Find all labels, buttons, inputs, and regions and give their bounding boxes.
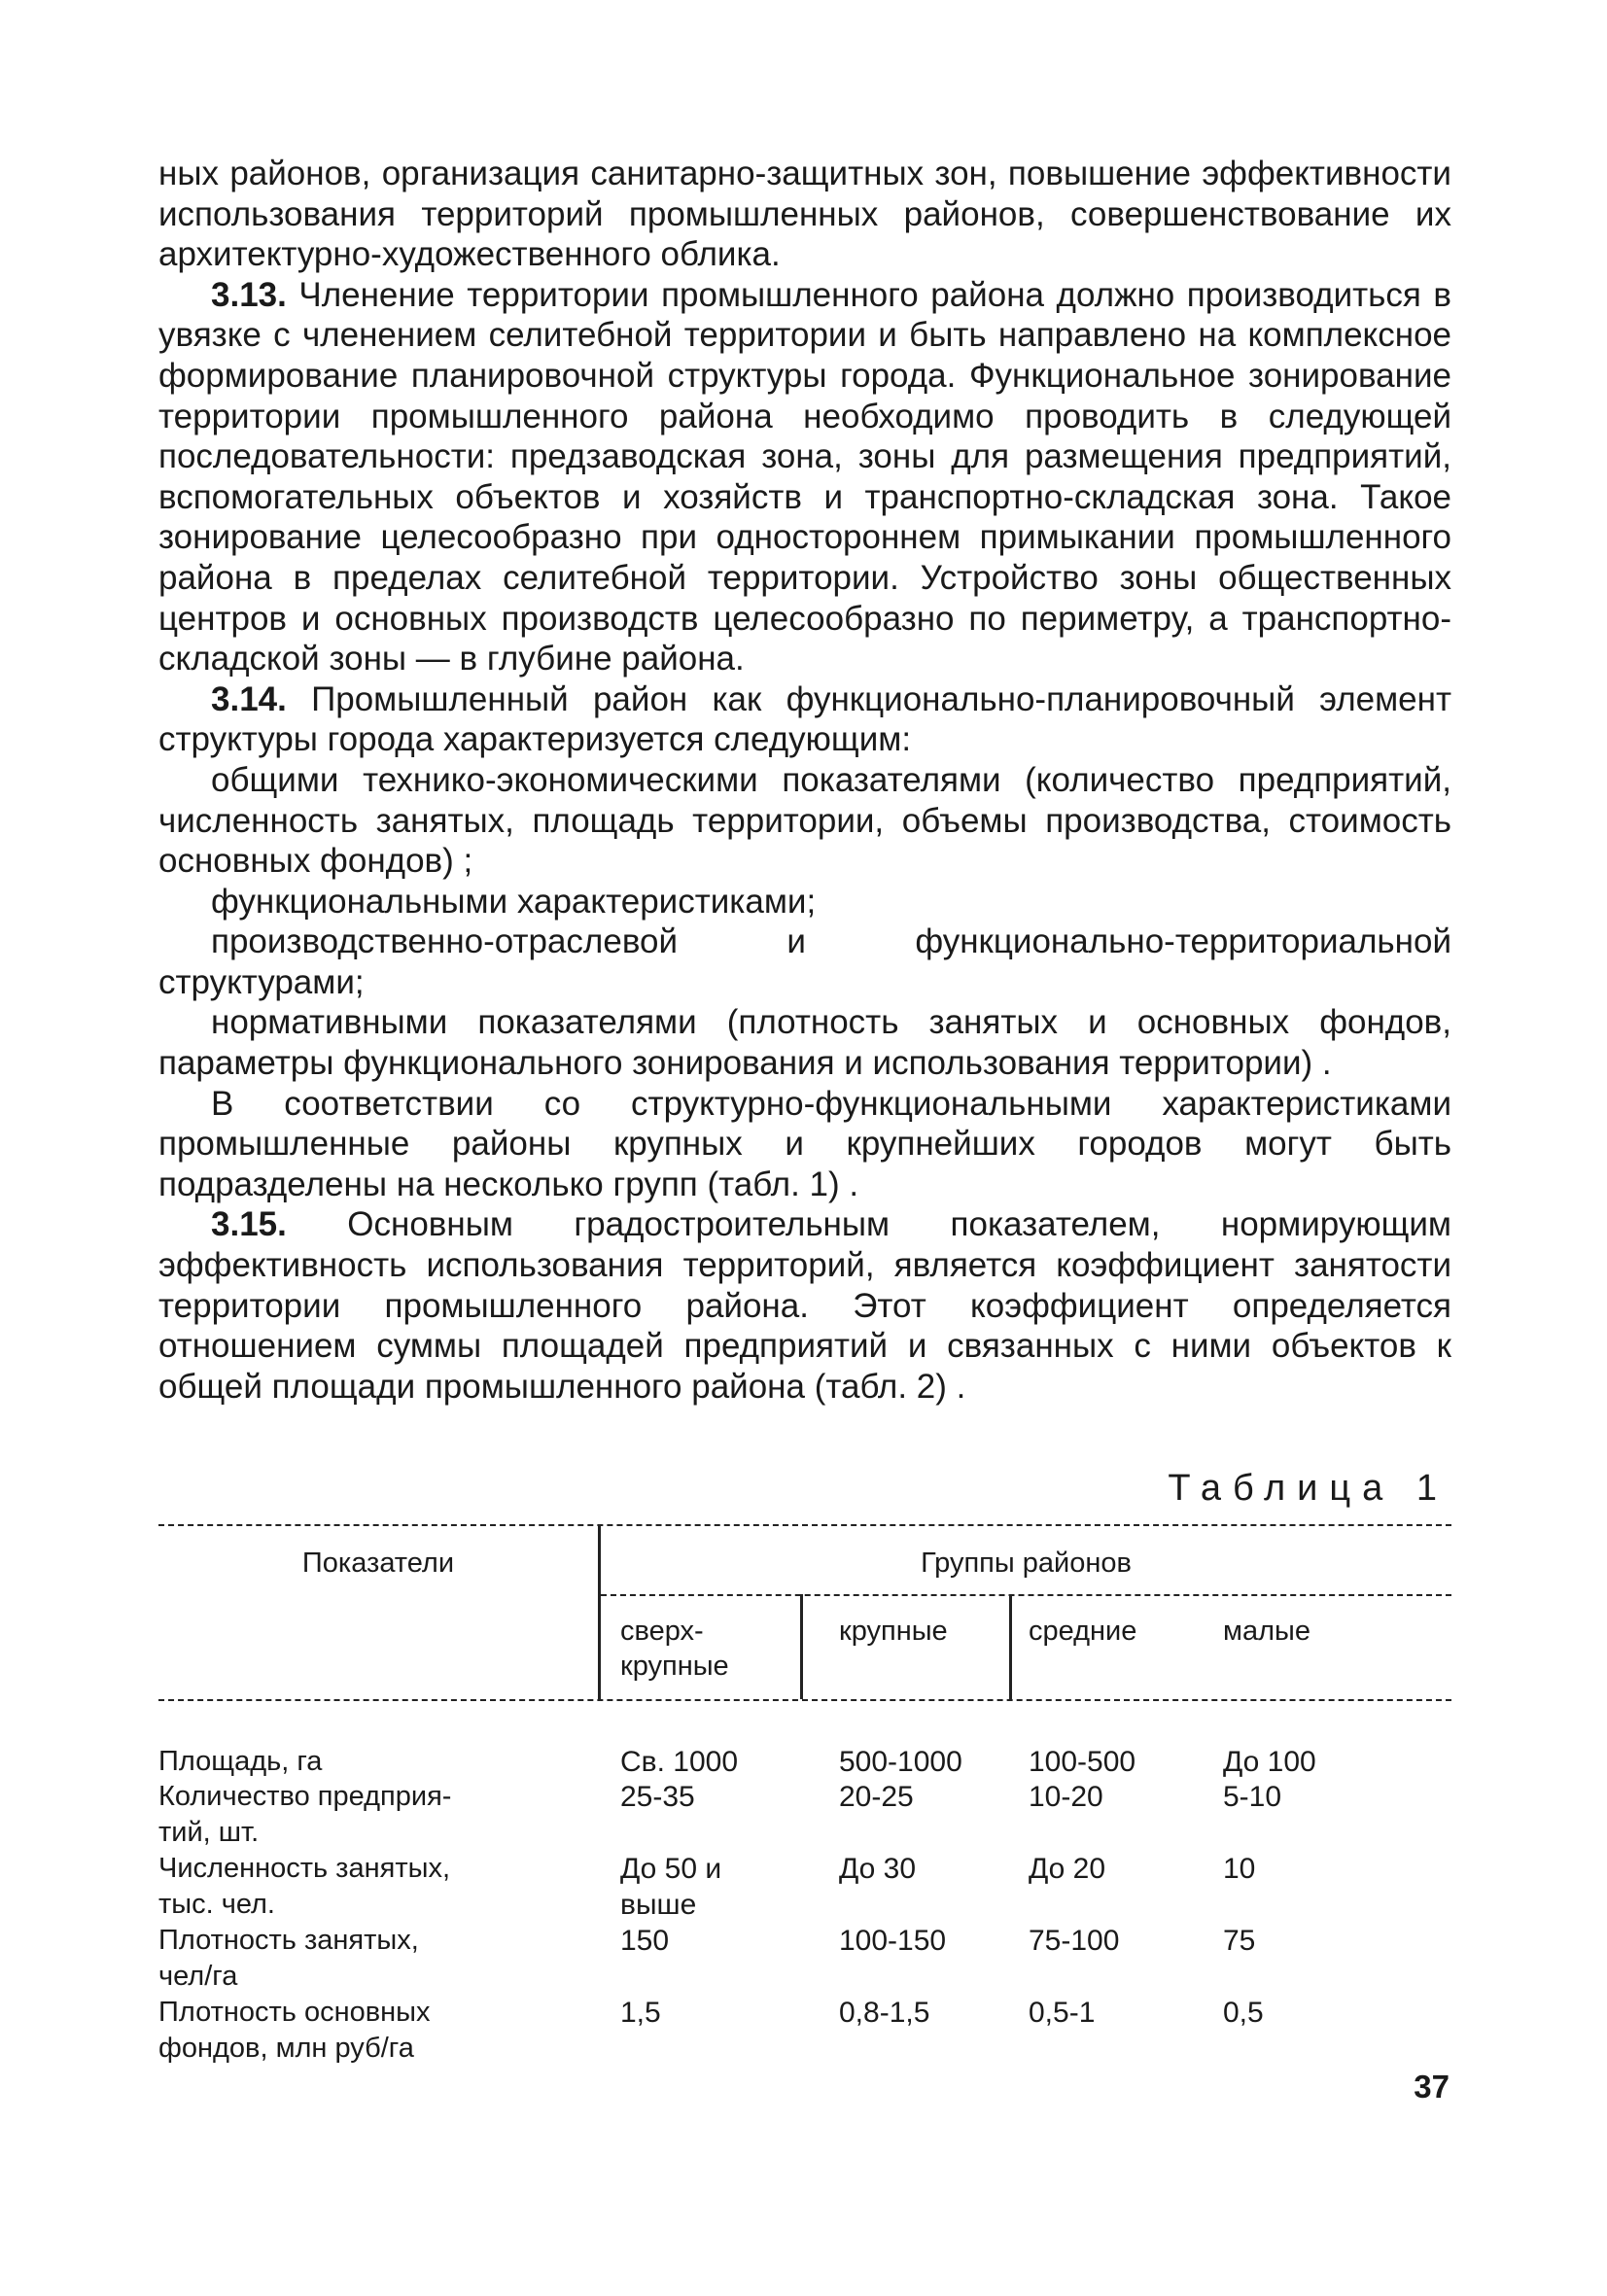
table-cell: 10-20	[1029, 1781, 1103, 1813]
page-number: 37	[1414, 2069, 1450, 2105]
paragraph-text: Промышленный район как функционально-планировочный элемент структуры города характеризуется следующим:	[158, 679, 1451, 759]
list-item: нормативными показателями (плотность занятых и основных фондов, параметры функционального зонирования и использования территории) .	[158, 1003, 1451, 1083]
paragraph-groups: В соответствии со структурно-функциональными характеристиками промышленные районы крупных и крупнейших городов могут быть подразделены на несколько групп (табл. 1) .	[158, 1084, 1451, 1203]
table-group-rule	[601, 1594, 1451, 1596]
table-caption: Таблица 1	[1168, 1468, 1449, 1509]
table-cell: 1,5	[620, 1997, 661, 2029]
row-label: Плотность основных фондов, млн руб/га	[158, 1997, 431, 2064]
table-cell: 500-1000	[839, 1746, 962, 1778]
row-label: Численность занятых, тыс. чел.	[158, 1853, 451, 1920]
header-column: малые	[1223, 1616, 1310, 1647]
table-cell: До 20	[1029, 1853, 1106, 1885]
list-item: общими технико-экономическими показателями (количество предприятий, численность занятых, площадь территории, объемы производства, стоимость основных фондов) ;	[158, 760, 1451, 881]
table-cell: 0,5	[1223, 1997, 1264, 2029]
header-indicators: Показатели	[301, 1548, 455, 1579]
table-cell: 0,5-1	[1029, 1997, 1096, 2029]
header-column: крупные	[839, 1616, 948, 1647]
list-item: функциональными характеристиками;	[211, 882, 817, 921]
row-label: Плотность занятых, чел/га	[158, 1925, 419, 1992]
table-cell: 75-100	[1029, 1925, 1120, 1957]
row-label: Площадь, га	[158, 1746, 323, 1777]
table-cell: 100-150	[839, 1925, 947, 1957]
table-cell: До 50 и выше	[620, 1853, 722, 1921]
paragraph-3-14	[158, 679, 1451, 760]
paragraph-3-13	[158, 275, 1451, 679]
header-groups: Группы районов	[921, 1548, 1132, 1579]
list-item: производственно-отраслевой и функционально-территориальной структурами;	[158, 922, 1451, 1001]
table-cell: Св. 1000	[620, 1746, 739, 1778]
table-cell: 5-10	[1223, 1781, 1282, 1813]
table-1	[158, 1524, 1451, 2069]
body-text	[158, 154, 1451, 1407]
table-header-rule	[158, 1699, 1451, 1701]
table-cell: 25-35	[620, 1781, 695, 1813]
table-cell: До 100	[1223, 1746, 1316, 1778]
table-top-rule	[158, 1524, 1451, 1526]
table-cell: 75	[1223, 1925, 1256, 1957]
section-number: 3.13.	[211, 275, 287, 314]
paragraph-3-15	[158, 1204, 1451, 1407]
table-cell: 10	[1223, 1853, 1256, 1885]
table-cell: 0,8-1,5	[839, 1997, 930, 2029]
table-cell: 150	[620, 1925, 670, 1957]
paragraph-continuation: ных районов, организация санитарно-защитных зон, повышение эффективности использования территорий промышленных районов, совершенствование их архитектурно-художественного облика.	[158, 155, 1451, 274]
section-number: 3.14.	[211, 679, 287, 718]
paragraph-text: Членение территории промышленного района должно производиться в увязке с членением селитебной территории и быть направлено на комплексное формирование планировочной структуры города. Функциональное зонирование территории промышленного района необходимо проводить в следующей последовательности: предзаводская зона, зоны для размещения предприятий, вспомогательных объектов и хозяйств и транспортно-складская зона. Такое зонирование целесообразно при одностороннем примыкании промышленного района в пределах селитебной территории. Устройство зоны общественных центров и основных производств целесообразно по периметру, а транспортно-складской зоны — в глубине района.	[158, 275, 1451, 678]
section-number: 3.15.	[211, 1205, 287, 1244]
row-label: Количество предприя- тий, шт.	[158, 1781, 452, 1848]
header-column: сверх- крупные	[620, 1616, 729, 1682]
table-cell: 20-25	[839, 1781, 914, 1813]
table-column-divider	[800, 1594, 803, 1699]
header-column: средние	[1029, 1616, 1137, 1647]
paragraph-text: Основным градостроительным показателем, нормирующим эффективность использования территорий, является коэффициент занятости территории промышленного района. Этот коэффициент определяется отношением суммы площадей предприятий и связанных с ними объектов к общей площади промышленного района (табл. 2) .	[158, 1205, 1451, 1406]
table-cell: 100-500	[1029, 1746, 1136, 1778]
table-cell: До 30	[839, 1853, 917, 1885]
table-column-divider	[1009, 1594, 1012, 1699]
